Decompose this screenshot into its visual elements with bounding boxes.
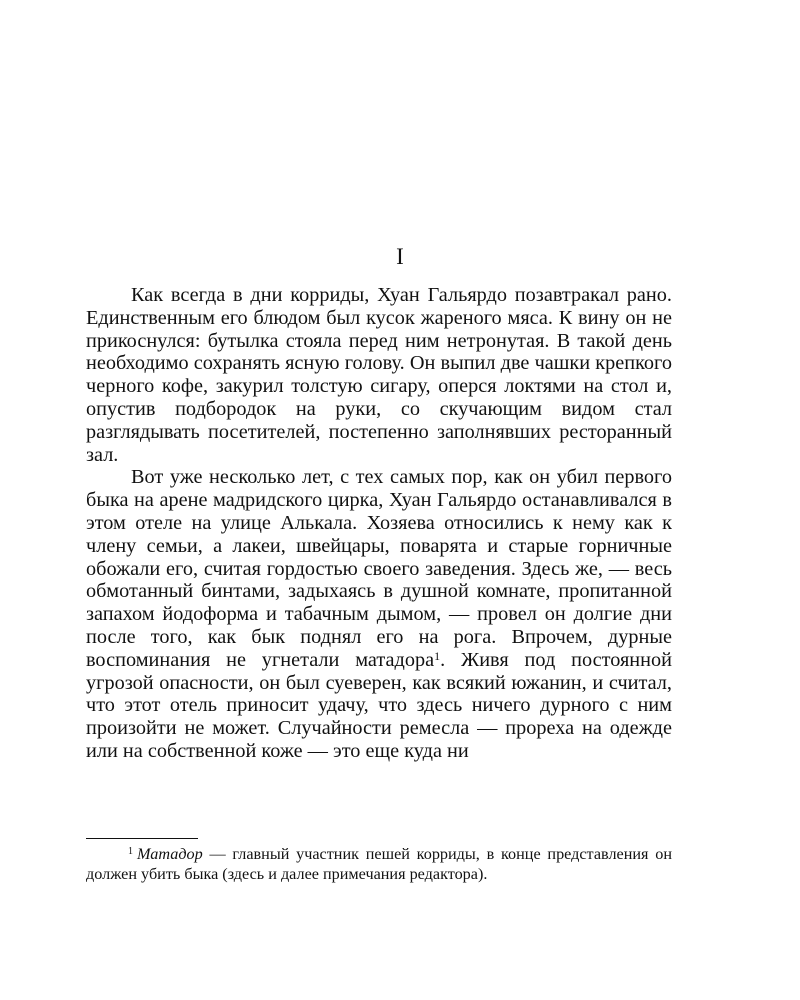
footnote-number: 1 xyxy=(128,846,133,857)
chapter-body xyxy=(86,284,672,763)
paragraph-2-text-start: Вот уже несколько лет, с тех самых пор, как он убил первого быка на арене мадридского цирка, Хуан Гальярдо останавливался в этом отеле на улице Алькала. Хозяева относились к нему как к члену семьи, а лакеи, швейцары, поварята и старые горничные обожали его, считая гордостью своего заведения. Здесь же, — весь обмотанный бинтами, задыхаясь в душной комнате, пропитанной запахом йодоформа и табачным дымом, — провел он долгие дни после того, как бык поднял его на рога. Впрочем, дурные воспоминания не угнетали матадора xyxy=(86,466,672,671)
footnote-separator xyxy=(86,838,198,839)
footnote-reference: 1 xyxy=(434,648,441,663)
paragraph-1: Как всегда в дни корриды, Хуан Гальярдо позавтракал рано. Единственным его блюдом был кусок жареного мяса. К вину он не прикоснулся: бутылка стояла перед ним нетронутая. В такой день необходимо сохранять ясную голову. Он выпил две чашки крепкого черного кофе, закурил толстую сигару, оперся локтями на стол и, опустив подбородок на руки, со скучающим видом стал разглядывать посетителей, постепенно заполнявших ресторанный зал. xyxy=(86,284,672,466)
paragraph-2-text-end: . Живя под постоянной угрозой опасности, он был суеверен, как всякий южанин, и считал, что этот отель приносит удачу, что здесь ничего дурного с ним произойти не может. Случайности ремесла — прореха на одежде или на собственной коже — это еще куда ни xyxy=(86,648,672,762)
footnote xyxy=(86,845,672,884)
paragraph-2 xyxy=(86,466,672,762)
footnote-text: — главный участник пешей корриды, в конце представления он должен убить быка (здесь и далее примечания редактора). xyxy=(86,845,672,883)
footnote-term: Матадор xyxy=(137,845,203,863)
chapter-heading: I xyxy=(396,244,404,269)
